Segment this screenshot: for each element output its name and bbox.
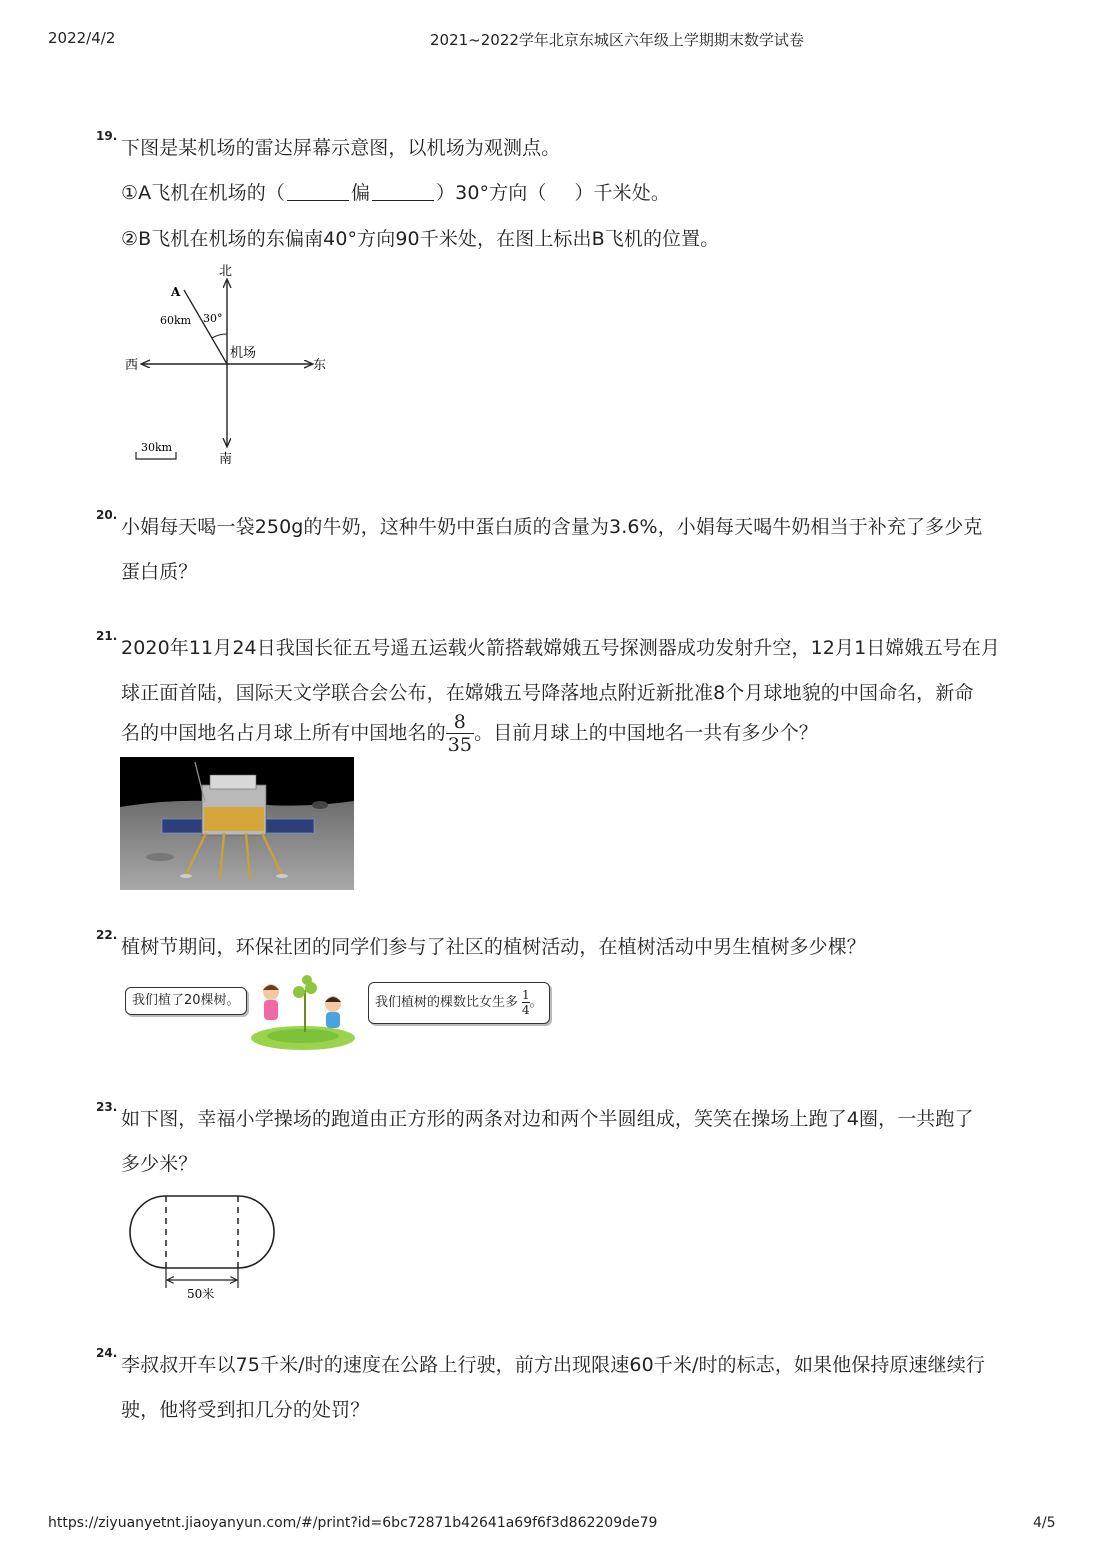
answer-blank[interactable]: [372, 182, 434, 201]
question-number: 19.: [96, 129, 118, 143]
track-outline: [130, 1196, 274, 1268]
bubble-text: 我们植树的棵数比女生多: [375, 995, 519, 1010]
airport-label: 机场: [230, 346, 257, 361]
scale-label: 30km: [141, 441, 173, 454]
header-date: 2022/4/2: [48, 29, 116, 47]
plane-a-direction: [184, 290, 227, 364]
fraction: $\frac{1}{4}$: [522, 988, 530, 1017]
angle-label: 30°: [203, 312, 223, 325]
south-label: 南: [219, 452, 233, 467]
footer-url[interactable]: https://ziyuanyetnt.jiaoyanyun.com/#/print?id=6bc72871b42641a69f6f3d862209de79: [48, 1515, 658, 1531]
answer-blank[interactable]: [287, 182, 349, 201]
question-number: 24.: [96, 1346, 118, 1360]
question-text-line: 名的中国地名占月球上所有中国地名的 $\frac{8}{35}$ 。目前月球上的中国地名一共有多少个？: [121, 711, 818, 756]
question-text-line: 李叔叔开车以75千米/时的速度在公路上行驶，前方出现限速60千米/时的标志，如果他保持原速继续行: [121, 1354, 985, 1376]
width-label: 50米: [187, 1287, 215, 1301]
question-number: 22.: [96, 928, 118, 942]
radar-diagram: [118, 256, 338, 471]
bubble-text: 我们植了20棵树。: [132, 993, 240, 1008]
question-number: 21.: [96, 629, 118, 643]
question-number: 23.: [96, 1100, 118, 1114]
lunar-lander-image: [120, 757, 354, 890]
angle-arc: [212, 334, 227, 338]
question-text-line: 小娟每天喝一袋250g的牛奶，这种牛奶中蛋白质的含量为3.6%，小娟每天喝牛奶相当于补充了多少克: [121, 516, 983, 538]
question-part-1: ①A飞机在机场的（ 偏 ）30°方向（ ）千米处。: [121, 182, 670, 204]
header-title: 2021~2022学年北京东城区六年级上学期期末数学试卷: [430, 31, 804, 49]
question-text-line: 植树节期间，环保社团的同学们参与了社区的植树活动，在植树活动中男生植树多少棵？: [121, 936, 866, 958]
west-label: 西: [125, 358, 139, 373]
distance-label: 60km: [160, 314, 192, 327]
speech-bubble-girls: [125, 987, 247, 1015]
question-text-line: 驶，他将受到扣几分的处罚？: [121, 1399, 370, 1421]
east-label: 东: [313, 358, 327, 373]
question-text-line: 多少米？: [121, 1153, 198, 1175]
question-text-line: 球正面首陆，国际天文学联合会公布，在嫦娥五号降落地点附近新批准8个月球地貌的中国命名，新命: [121, 682, 974, 704]
footer-page-number: 4/5: [1033, 1515, 1056, 1531]
question-text-line: 2020年11月24日我国长征五号遥五运载火箭搭载嫦娥五号探测器成功发射升空，12月1日嫦娥五号在月: [121, 637, 1000, 659]
plane-a-label: A: [171, 285, 181, 299]
question-part-2: ②B飞机在机场的东偏南40°方向90千米处，在图上标出B飞机的位置。: [121, 228, 720, 250]
running-track-diagram: [124, 1192, 284, 1304]
fraction: $\frac{8}{35}$: [447, 711, 473, 756]
question-stem: 下图是某机场的雷达屏幕示意图，以机场为观测点。: [121, 137, 561, 159]
north-label: 北: [219, 264, 233, 279]
children-planting-illustration: [247, 972, 359, 1052]
speech-bubble-boys: 我们植树的棵数比女生多 $\frac{1}{4}$ 。: [368, 982, 550, 1024]
question-number: 20.: [96, 508, 118, 522]
question-text-line: 蛋白质？: [121, 561, 198, 583]
question-text-line: 如下图，幸福小学操场的跑道由正方形的两条对边和两个半圆组成，笑笑在操场上跑了4圈，一共跑了: [121, 1108, 974, 1130]
